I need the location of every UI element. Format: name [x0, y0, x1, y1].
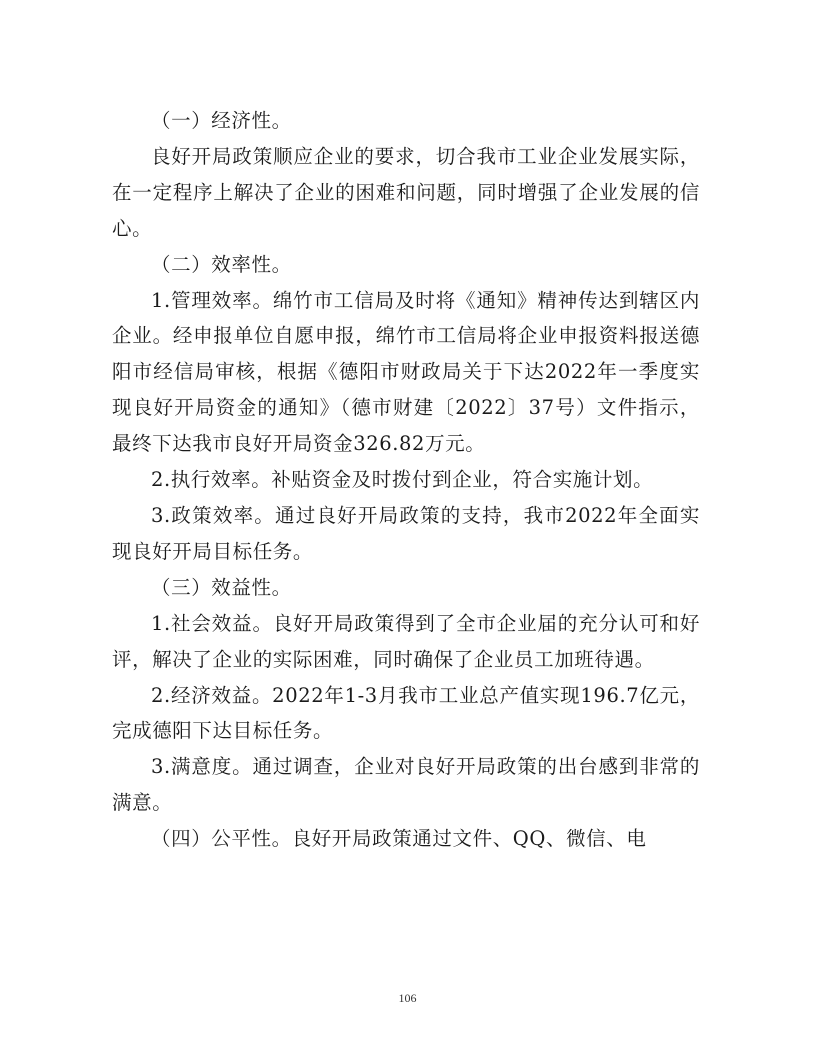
page-number: 106: [398, 991, 417, 1005]
paragraph-satisfaction: 3.满意度。通过调查，企业对良好开局政策的出台感到非常的满意。: [112, 755, 700, 815]
paragraph-social-benefit: 1.社会效益。良好开局政策得到了全市企业届的充分认可和好评，解决了企业的实际困难，同时确保了企业员工加班待遇。: [112, 611, 700, 671]
page-body: [112, 103, 700, 857]
section-heading-efficiency: （二）效率性。: [151, 252, 292, 276]
paragraph-economy: 良好开局政策顺应企业的要求，切合我市工业企业发展实际，在一定程序上解决了企业的困难和问题，同时增强了企业发展的信心。: [112, 144, 700, 240]
paragraph-economic-benefit: 2.经济效益。2022年1-3月我市工业总产值实现196.7亿元，完成德阳下达目标任务。: [112, 683, 700, 743]
paragraph-policy-efficiency: 3.政策效率。通过良好开局政策的支持，我市2022年全面实现良好开局目标任务。: [112, 503, 700, 563]
section-heading-economy: （一）经济性。: [151, 109, 292, 132]
section-heading-effectiveness: （三）效益性。: [151, 575, 292, 599]
paragraph-management-efficiency: 1.管理效率。绵竹市工信局及时将《通知》精神传达到辖区内企业。经申报单位自愿申报，绵竹市工信局将企业申报资料报送德阳市经信局审核，根据《德阳市财政局关于下达2022年一季度实现良好开局资金的通知》（德市财建〔2022〕37号）文件指示，最终下达我市良好开局资金326.82万元。: [112, 288, 700, 456]
paragraph-execution-efficiency: 2.执行效率。补贴资金及时拨付到企业，符合实施计划。: [151, 468, 654, 492]
paragraph-fairness: （四）公平性。良好开局政策通过文件、QQ、微信、电: [151, 827, 647, 851]
